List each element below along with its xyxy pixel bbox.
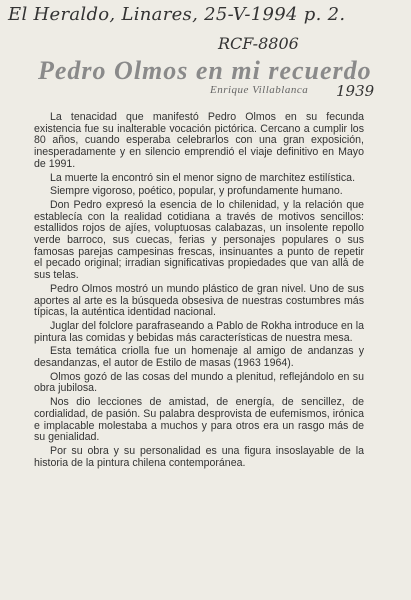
paragraph: Esta temática criolla fue un homenaje al amigo de andanzas y desandanzas, el autor de Estilo de masas (1963 1964). xyxy=(34,345,364,370)
paragraph: Juglar del folclore parafraseando a Pablo de Rokha introduce en la pintura las comidas y bebidas más características de nuestra mesa. xyxy=(34,319,364,344)
handwritten-reference-code: RCF-8806 xyxy=(218,34,299,53)
article-title: Pedro Olmos en mi recuerdo xyxy=(38,56,372,85)
paragraph: Por su obra y su personalidad es una figura insoslayable de la historia de la pintura chilena contemporánea. xyxy=(34,444,364,469)
handwritten-source-note: El Heraldo, Linares, 25-V-1994 p. 2. xyxy=(8,4,346,25)
paragraph: Don Pedro expresó la esencia de lo chilenidad, y la relación que establecía con la realidad cotidiana a través de motivos sencillos: estallidos rojos de ajíes, voluptuosas calabazas, un insolente repollo verde barroco, sus cuecas, ferias y personajes populares o sus famosas parejas campesinas frescas, insinuantes a punto de repetir el pecado original; irradian significativas propiedades que van allá de sus telas. xyxy=(34,198,364,282)
paragraph: La muerte la encontró sin el menor signo de marchitez estilística. xyxy=(50,171,356,184)
paragraph: La tenacidad que manifestó Pedro Olmos en su fecunda existencia fue su inalterable vocación pictórica. Cercano a cumplir los 80 años, cuando esperaba celebrarlos con una gran exposición, inesperadamente y en silencio emprendió el viaje definitivo en Mayo de 1991. xyxy=(34,111,364,170)
article-body xyxy=(34,112,364,471)
paragraph: Pedro Olmos mostró un mundo plástico de gran nivel. Uno de sus aportes al arte es la búsqueda obsesiva de nuestras costumbres más típicas, la auténtica identidad nacional. xyxy=(34,282,364,319)
paragraph: Siempre vigoroso, poético, popular, y profundamente humano. xyxy=(50,185,343,198)
paragraph: Olmos gozó de las cosas del mundo a plenitud, reflejándolo en su obra jubilosa. xyxy=(34,370,364,395)
article-author: Enrique Villablanca xyxy=(210,84,309,96)
handwritten-year-note: 1939 xyxy=(336,82,375,100)
paragraph: Nos dio lecciones de amistad, de energía, de sencillez, de cordialidad, de pasión. Su palabra desprovista de eufemismos, irónica e implacable molestaba a muchos y para otros era un rasgo más de su genialidad. xyxy=(34,396,364,444)
